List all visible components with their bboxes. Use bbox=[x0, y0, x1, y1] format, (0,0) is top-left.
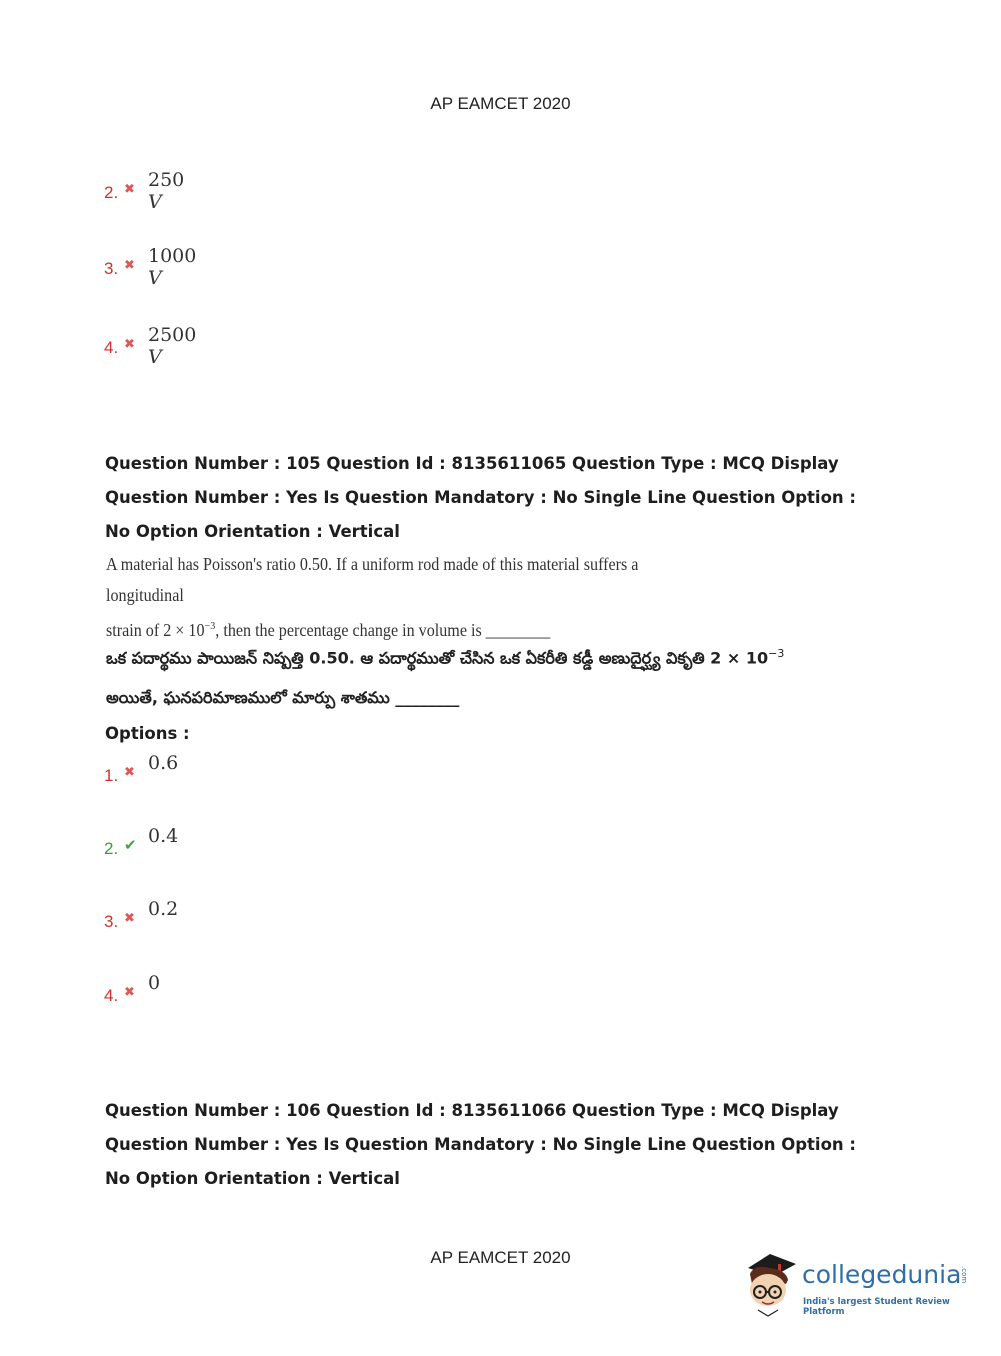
option-number: 3. bbox=[104, 259, 119, 278]
collegedunia-logo bbox=[740, 1250, 980, 1320]
question-meta: Question Number : 106 Question Id : 8135611066 Question Type : MCQ Display Question Number : Yes Is Question Mandatory : No Single Line Question Option : No Option Orientation : Vertical bbox=[105, 1101, 857, 1188]
question-text-english: A material has Poisson's ratio 0.50. If a uniform rod made of this material suffers a longitudinal strain of $2 \times 10^{-3}$, then the percentage change in volume is ________ bbox=[106, 554, 639, 640]
option-value: 0.6 bbox=[148, 752, 179, 774]
cross-icon: ✖ bbox=[124, 985, 135, 1000]
option-value: 2500 V bbox=[148, 324, 197, 368]
cross-icon: ✖ bbox=[124, 337, 135, 352]
cross-icon: ✖ bbox=[124, 765, 135, 780]
question-text-telugu: ఒక పదార్థము పాయిజన్ నిష్పత్తి 0.50. ఆ పదార్థముతో చేసిన ఒక ఏకరీతి కడ్డీ అణుదైర్ఘ్య వికృతి $2 \times 10^{-3}$ అయితే, ఘనపరిమాణములో మార్పు శాతము ________ bbox=[106, 647, 785, 708]
option-number: 2. bbox=[104, 183, 119, 202]
option-number: 1. bbox=[104, 766, 119, 785]
cross-icon: ✖ bbox=[124, 182, 135, 197]
option-value: 250 V bbox=[148, 169, 185, 213]
option-value: 0.4 bbox=[148, 825, 179, 847]
mascot-icon bbox=[740, 1250, 800, 1320]
option-value: 0 bbox=[148, 972, 161, 994]
option-number: 2. bbox=[104, 839, 119, 858]
page-header: AP EAMCET 2020 bbox=[430, 94, 571, 113]
logo-tagline: India's largest Student Review Platform bbox=[803, 1297, 950, 1317]
option-number: 3. bbox=[104, 912, 119, 931]
logo-com: .com bbox=[960, 1266, 968, 1284]
cross-icon: ✖ bbox=[124, 911, 135, 926]
option-value: 0.2 bbox=[148, 898, 179, 920]
options-label: Options : bbox=[105, 724, 190, 743]
question-meta: Question Number : 105 Question Id : 8135611065 Question Type : MCQ Display Question Number : Yes Is Question Mandatory : No Single Line Question Option : No Option Orientation : Vertical bbox=[105, 454, 857, 541]
option-value: 1000 V bbox=[148, 245, 197, 289]
logo-brand: collegedunia bbox=[802, 1260, 962, 1289]
check-icon: ✔ bbox=[124, 836, 137, 854]
page-footer: AP EAMCET 2020 bbox=[430, 1248, 571, 1267]
cross-icon: ✖ bbox=[124, 258, 135, 273]
option-number: 4. bbox=[104, 986, 119, 1005]
option-number: 4. bbox=[104, 338, 119, 357]
